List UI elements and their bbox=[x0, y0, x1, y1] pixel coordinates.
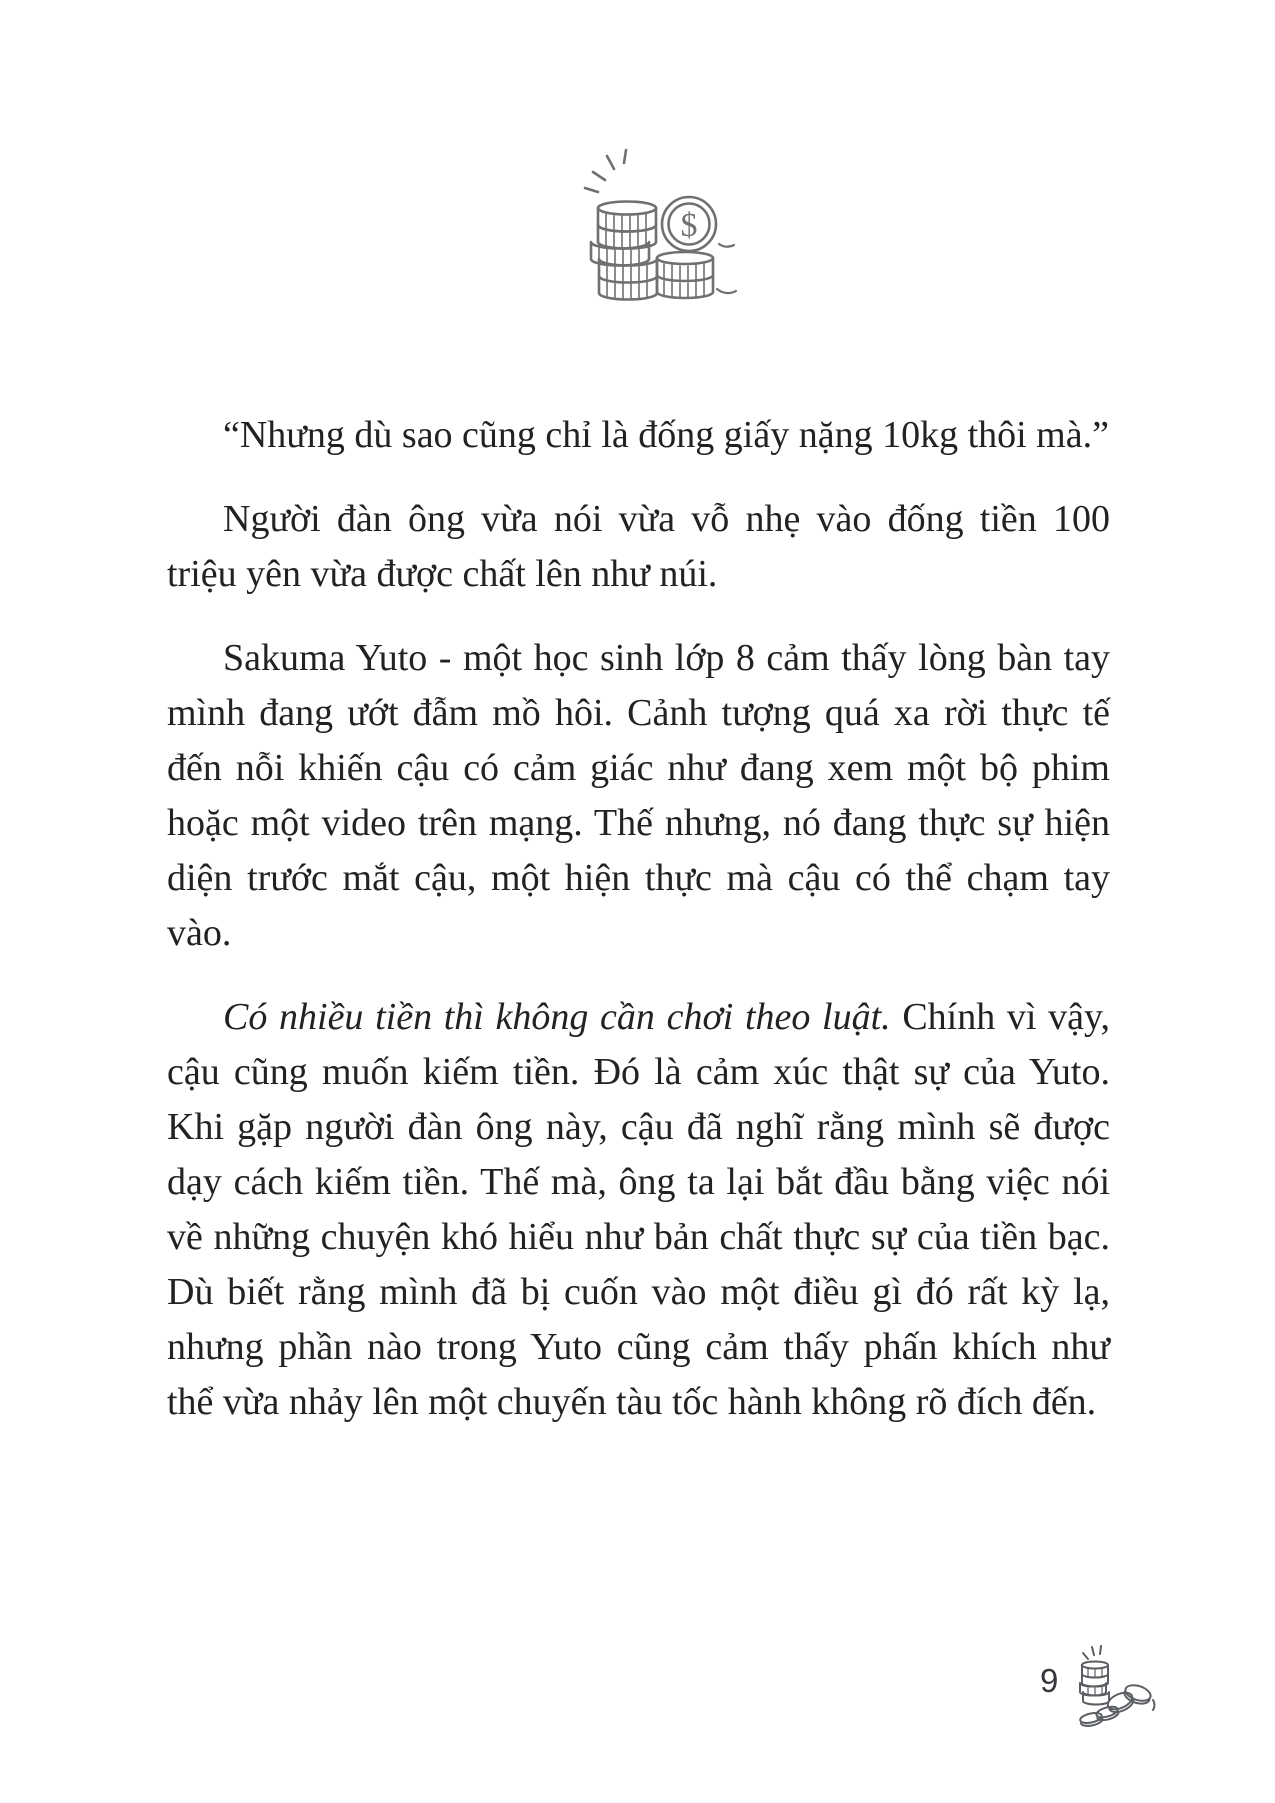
tall-coin-stack bbox=[591, 202, 657, 300]
motion-arc bbox=[1153, 1700, 1155, 1710]
body-text bbox=[167, 408, 1110, 1459]
paragraph-text: Sakuma Yuto - một học sinh lớp 8 cảm thấy lòng bàn tay mình đang ướt đẫm mồ hôi. Cảnh tượng quá xa rời thực tế đến nỗi khiến cậu có cảm giác như đang xem một bộ phim hoặc một video trên mạng. Thế nhưng, nó đang thực sự hiện diện trước mắt cậu, một hiện thực mà cậu có thể chạm tay vào. bbox=[167, 637, 1110, 954]
small-coins-icon bbox=[1076, 1644, 1160, 1748]
paragraph-text: Người đàn ông vừa nói vừa vỗ nhẹ vào đống tiền 100 triệu yên vừa được chất lên như núi. bbox=[167, 498, 1110, 595]
short-coin-stack bbox=[657, 252, 736, 298]
paragraph bbox=[167, 492, 1110, 602]
paragraph-quote bbox=[167, 408, 1110, 463]
paragraph-text: “Nhưng dù sao cũng chỉ là đống giấy nặng 10kg thôi mà.” bbox=[223, 414, 1109, 456]
italic-lead-sentence: Có nhiều tiền thì không cần chơi theo luật. bbox=[223, 996, 891, 1038]
sparkle-lines bbox=[585, 150, 626, 192]
mini-coin-stack bbox=[1080, 1662, 1109, 1705]
footer-coins-doodle bbox=[1076, 1644, 1160, 1748]
tilted-coin-right bbox=[1123, 1682, 1153, 1706]
dollar-symbol: $ bbox=[680, 207, 698, 244]
coin-stack-dollar-icon bbox=[583, 146, 743, 301]
paragraph bbox=[167, 631, 1110, 961]
sparkle-lines bbox=[1083, 1646, 1101, 1659]
dollar-coin-icon bbox=[662, 197, 734, 251]
paragraph-text: Chính vì vậy, cậu cũng muốn kiếm tiền. Đó là cảm xúc thật sự của Yuto. Khi gặp người đàn ông này, cậu đã nghĩ rằng mình sẽ được dạy cách kiếm tiền. Thế mà, ông ta lại bắt đầu bằng việc nói về những chuyện khó hiểu như bản chất thực sự của tiền bạc. Dù biết rằng mình đã bị cuốn vào một điều gì đó rất kỳ lạ, nhưng phần nào trong Yuto cũng cảm thấy phấn khích như thể vừa nhảy lên một chuyến tàu tốc hành không rõ đích đến. bbox=[167, 996, 1111, 1423]
coins-illustration bbox=[583, 146, 743, 301]
page-number: 9 bbox=[1040, 1662, 1059, 1699]
paragraph bbox=[167, 990, 1110, 1430]
